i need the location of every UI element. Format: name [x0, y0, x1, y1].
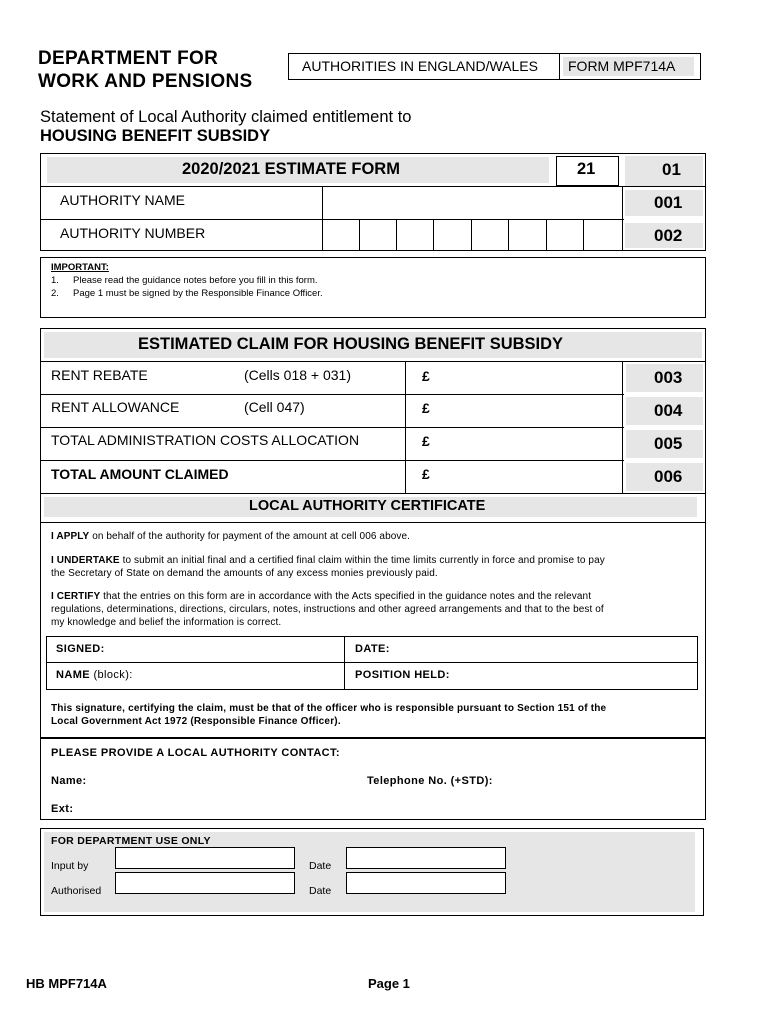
admin-costs-currency: £	[422, 433, 430, 449]
estimate-col-line-2	[622, 186, 623, 251]
claim-col-line	[405, 361, 406, 493]
position-field[interactable]	[470, 663, 697, 689]
digit-divider	[583, 220, 584, 251]
authority-number-field[interactable]	[323, 220, 622, 251]
code-005: 005	[654, 434, 683, 453]
input-by-label: Input by	[51, 860, 89, 872]
certify-text-3: my knowledge and belief the information is correct.	[51, 617, 282, 628]
important-item2-number: 2.	[51, 288, 59, 299]
important-item1: Please read the guidance notes before you fill in this form.	[73, 275, 318, 286]
digit-divider	[471, 220, 472, 251]
department-name-line2: WORK AND PENSIONS	[38, 71, 253, 92]
claim-col-line	[622, 361, 623, 493]
authorised-label: Authorised	[51, 885, 102, 897]
rent-allowance-label: RENT ALLOWANCE	[51, 399, 180, 415]
rent-rebate-label: RENT REBATE	[51, 367, 148, 383]
date-label: DATE:	[355, 643, 390, 655]
rent-allowance-currency: £	[422, 400, 430, 416]
code-004: 004	[654, 401, 683, 420]
footer-page-number: Page 1	[368, 976, 410, 991]
signed-label: SIGNED:	[56, 643, 105, 655]
department-use-heading: FOR DEPARTMENT USE ONLY	[51, 835, 211, 847]
footer-form-ref: HB MPF714A	[26, 976, 107, 991]
title-line1: Statement of Local Authority claimed entitlement to	[40, 108, 412, 126]
form-code: FORM MPF714A	[568, 58, 676, 74]
rent-rebate-cells: (Cells 018 + 031)	[244, 367, 352, 383]
code-001: 001	[654, 193, 683, 212]
certify-statement	[51, 590, 604, 629]
claim-row-line	[40, 493, 706, 494]
input-by-field[interactable]	[115, 847, 295, 869]
contact-heading: PLEASE PROVIDE A LOCAL AUTHORITY CONTACT:	[51, 747, 340, 759]
undertake-text-2: the Secretary of State on demand the amounts of any excess monies previously paid.	[51, 568, 438, 579]
admin-costs-label: TOTAL ADMINISTRATION COSTS ALLOCATION	[51, 432, 360, 448]
name-label	[56, 669, 133, 681]
undertake-key: I UNDERTAKE	[51, 555, 120, 566]
admin-costs-amount-field[interactable]	[440, 428, 622, 460]
digit-divider	[359, 220, 360, 251]
digit-divider	[508, 220, 509, 251]
authority-name-label: AUTHORITY NAME	[60, 192, 185, 208]
code-002: 002	[654, 226, 683, 245]
apply-statement	[51, 530, 410, 543]
position-label: POSITION HELD:	[355, 669, 450, 681]
signature-table-col-line	[344, 636, 345, 690]
code-006: 006	[654, 467, 683, 486]
certify-text-2: regulations, determinations, directions, circulars, notes, instructions and other agreed arrangements and that to the best of	[51, 604, 604, 615]
certificate-divider	[40, 522, 706, 523]
rent-rebate-amount-field[interactable]	[440, 362, 622, 394]
code-01: 01	[662, 160, 681, 179]
authority-name-field[interactable]	[323, 187, 622, 219]
date-authorised-label: Date	[309, 885, 332, 897]
contact-ext-field[interactable]	[80, 798, 280, 818]
important-item1-number: 1.	[51, 275, 59, 286]
signature-note	[51, 702, 606, 728]
digit-divider	[396, 220, 397, 251]
rent-allowance-cells: (Cell 047)	[244, 399, 305, 415]
header-divider	[559, 53, 560, 80]
total-claimed-currency: £	[422, 466, 430, 482]
undertake-statement	[51, 554, 605, 580]
contact-name-field[interactable]	[95, 770, 355, 790]
contact-ext-label: Ext:	[51, 803, 74, 815]
digit-divider	[546, 220, 547, 251]
signature-note-line2: Local Government Act 1972 (Responsible Finance Officer).	[51, 716, 341, 727]
important-label: IMPORTANT:	[51, 262, 109, 273]
date-field[interactable]	[400, 637, 697, 662]
contact-telephone-field[interactable]	[510, 770, 700, 790]
date-input-field[interactable]	[346, 847, 506, 869]
name-key: NAME	[56, 669, 90, 681]
certificate-heading: LOCAL AUTHORITY CERTIFICATE	[249, 498, 486, 514]
contact-name-label: Name:	[51, 775, 87, 787]
total-claimed-label: TOTAL AMOUNT CLAIMED	[51, 466, 229, 482]
certify-text-1: that the entries on this form are in accordance with the Acts specified in the guidance notes and the relevant	[100, 591, 592, 602]
authorities-label: AUTHORITIES IN ENGLAND/WALES	[302, 58, 538, 74]
total-claimed-amount-field[interactable]	[440, 461, 622, 493]
digit-divider	[433, 220, 434, 251]
date-input-label: Date	[309, 860, 332, 872]
name-field[interactable]	[150, 663, 343, 689]
rent-rebate-currency: £	[422, 368, 430, 384]
authorised-field[interactable]	[115, 872, 295, 894]
estimate-heading: 2020/2021 ESTIMATE FORM	[182, 160, 400, 178]
rent-allowance-amount-field[interactable]	[440, 395, 622, 427]
department-name-line1: DEPARTMENT FOR	[38, 48, 219, 69]
title-line2: HOUSING BENEFIT SUBSIDY	[40, 127, 271, 145]
claim-heading: ESTIMATED CLAIM FOR HOUSING BENEFIT SUBSIDY	[138, 335, 564, 353]
code-003: 003	[654, 368, 683, 387]
contact-telephone-label: Telephone No. (+STD):	[367, 775, 493, 787]
important-item2: Page 1 must be signed by the Responsible Finance Officer.	[73, 288, 323, 299]
apply-text: on behalf of the authority for payment of the amount at cell 006 above.	[89, 531, 411, 542]
signature-field[interactable]	[120, 637, 343, 662]
apply-key: I APPLY	[51, 531, 90, 542]
signature-note-line1: This signature, certifying the claim, must be that of the officer who is responsible pursuant to Section 151 of the	[51, 703, 607, 714]
date-authorised-field[interactable]	[346, 872, 506, 894]
undertake-text-1: to submit an initial final and a certified final claim within the time limits currently in force and promise to pay	[119, 555, 605, 566]
name-hint: (block):	[90, 669, 133, 681]
estimate-number: 21	[577, 160, 596, 178]
certify-key: I CERTIFY	[51, 591, 101, 602]
authority-number-label: AUTHORITY NUMBER	[60, 225, 206, 241]
